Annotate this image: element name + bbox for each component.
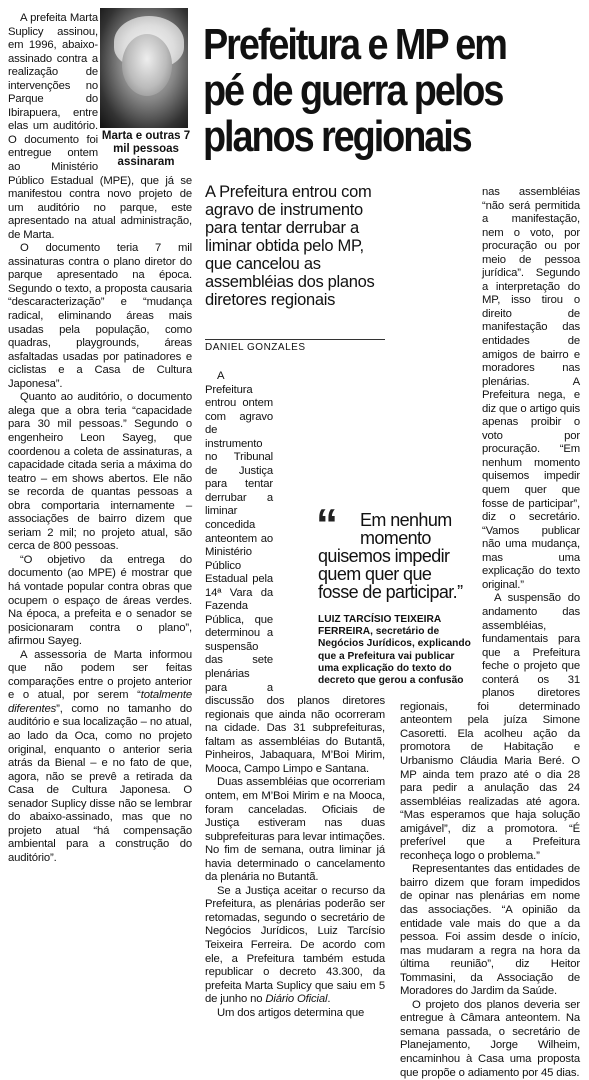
column-middle — [205, 370, 385, 1020]
pullquote — [316, 500, 468, 602]
col2-p3-b: . — [327, 993, 331, 1006]
pullquote-text-first: Em nenhum momento — [360, 510, 452, 548]
photo-wrap-spacer — [98, 12, 192, 172]
col2-p3-italic: Diário Oficial — [265, 993, 328, 1006]
col1-p5-italic: totalmente diferentes — [8, 689, 192, 715]
byline: DANIEL GONZALES — [205, 342, 306, 353]
byline-rule — [205, 339, 385, 340]
col2-paragraph-3 — [205, 885, 385, 1007]
pullquote-credit-text: , secretário de Negócios Jurídicos, explicando que a Prefeitura vai publicar uma explicação do texto do decreto que gerou a confusão — [318, 626, 471, 687]
photo-caption: Marta e outras 7 mil pessoas assinaram — [101, 130, 191, 168]
column-left — [8, 12, 192, 865]
pullquote-text-rest: quisemos impedir quem quer que fosse de participar.” — [318, 546, 463, 602]
col1-p5-a: A assessoria de Marta informou que não podem ser feitas comparações entre o projeto anterior e o atual, por serem “ — [8, 648, 192, 702]
col2-paragraph-2: Duas assembléias que ocorreriam ontem, em M’Boi Mirim e na Mooca, foram canceladas. Oficiais de Justiça estiveram nas duas subprefeituras para levar intimações. No fim de semana, outra liminar já havia determinado o cancelamento da plenária no Butantã. — [205, 776, 385, 884]
quote-mark-icon: “ — [316, 500, 338, 549]
col1-paragraph-4: “O objetivo da entrega do documento (ao MPE) é mostrar que há vontade popular contra obras que ocupem o espaço de áreas verdes. Na época, a prefeita e o senador se posicionaram contra o plano”, afirmou Sayeg. — [8, 553, 192, 648]
col3-paragraph-1: nas assembléias “não será permitida a manifestação, nem o voto, por procuração ou por meio de pessoa jurídica”. Segundo a interpretação do MP, isso tirou o direito de manifestação das entidades de amigos de bairro e moradores nas plenárias. A Prefeitura nega, e diz que o artigo quis apenas proibir o voto por procuração. “Em nenhum momento quisemos impedir quem quer que fosse de participar”, diz o secretário. “Vamos publicar não uma mudança, mas uma explicação do texto original.” — [482, 186, 580, 591]
col1-p5-b: ”, como no tamanho do auditório e sua localização – no atual, ao lado da Oca, como no projeto original, enquanto o anterior seria atrás da Bienal – e no fato de que, agora, não se prevê a retirada da Casa de Cultura Japonesa. O senador Suplicy disse não se lembrar do abaixo-assinado, mas que no projeto atual “há compensação ambiental para a construção do auditório”. — [8, 702, 192, 864]
col1-paragraph-3: Quanto ao auditório, o documento alega que a obra teria “capacidade para 30 mil pessoas.” Segundo o engenheiro Leon Sayeg, que coordenou a coleta de assinaturas, a capacidade citada seria a máxima do teatro – em shows abertos. Ele não se recorda de quantas pessoas a obra comportaria internamente – associações de bairro dizem que seriam 2 mil; no projeto atual, são cerca de 800 pessoas. — [8, 391, 192, 553]
pullquote-credit — [318, 614, 473, 687]
col3-paragraph-2: A suspensão do andamento das assembléias, fundamentais para que a Prefeitura feche o projeto que conterá os 31 planos diretores regionais, foi determinado anteontem pela juíza Simone Casoretti. Ela acolheu ação da promotora de Habitação e Urbanismo Cláudia Maria Beré. O MP ainda tem prazo até o dia 28 para pedir a anulação das 24 assembléias realizadas até agora. “Mas esperamos que haja solução amigável”, diz a promotora. “É preferível que a Prefeitura reconheça logo o problema.” — [400, 592, 580, 862]
col3-paragraph-3: Representantes das entidades de bairro dizem que foram impedidos de opinar nas plenárias em nome das associações. “A opinião da entidade vale mais do que a da pessoa. Foi assim desde o início, mas mudaram a regra na hora da última reunião”, diz Heitor Tommasini, da Associação de Moradores do Jardim da Saúde. — [400, 863, 580, 998]
col2-paragraph-4: Um dos artigos determina que — [217, 1006, 365, 1019]
col1-paragraph-2: O documento teria 7 mil assinaturas contra o plano diretor do parque apresentado na época. Segundo o texto, a proposta causaria “descaracterização” e “mudança radical, eliminando áreas mais usadas pela população, como quadras, playgrounds, áreas asfaltadas usadas por patinadores e ciclistas e a Casa de Cultura Japonesa”. — [8, 242, 192, 390]
col1-paragraph-5 — [8, 649, 192, 866]
deck-subtitle: A Prefeitura entrou com agravo de instrumento para tentar derrubar a liminar obtida pelo MP, que cancelou as assembléias dos planos diretores regionais — [205, 183, 375, 309]
col2-paragraph-1: A Prefeitura entrou ontem com agravo de instrumento no Tribunal de Justiça para tentar derrubar a liminar concedida anteontem ao Ministério Público Estadual pela 14ª Vara da Fazenda Pública, que determinou a suspensão das sete plenárias para a discussão dos planos diretores regionais que ainda não ocorreram na cidade. Das 31 subprefeituras, faltam as assembléias do Butantã, Pinheiros, Jabaquara, M’Boi Mirim, Mooca, Campo Limpo e Santana. — [205, 370, 385, 775]
pullquote-credit-name: LUIZ TARCÍSIO TEIXEIRA FERREIRA — [318, 614, 441, 638]
col3-paragraph-4: O projeto dos planos deveria ser entregue à Câmara anteontem. Na semana passada, o secretário de Planejamento, Jorge Wilheim, encaminhou à Casa uma proposta que propõe o adiamento por 45 dias. — [400, 998, 580, 1079]
col2-p3-a: Se a Justiça aceitar o recurso da Prefeitura, as plenárias poderão ser retomadas, segundo o secretário de Negócios Jurídicos, Luiz Tarcísio Teixeira Ferreira. De acordo com ele, a Prefeitura também estuda republicar o decreto 43.300, da prefeita Marta Suplicy que saiu em 5 de junho no — [205, 884, 385, 1006]
col1-p1-text: A prefeita Marta Suplicy assinou, em 1996, abaixo-assinado contra a realização de intervenções no Parque do Ibirapuera, entre elas um auditório. O documento foi entregue ontem ao Ministério Público Estadual (MPE), que já se manifestou contra novo projeto de um auditório no parque, este apresentado na atual administração, de Marta. — [8, 12, 192, 241]
headline: Prefeitura e MP em pé de guerra pelos planos regionais — [203, 20, 506, 161]
